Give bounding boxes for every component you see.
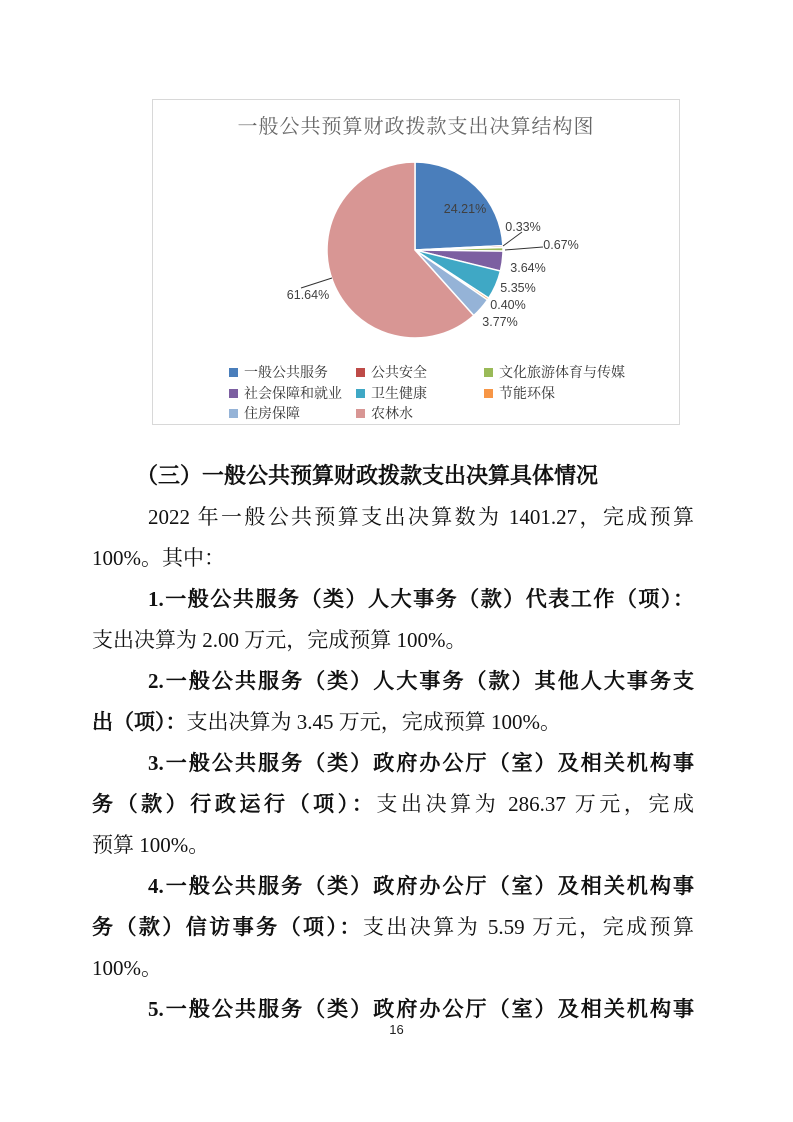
page-number: 16	[389, 1022, 404, 1037]
bold-text: 4.一般公共服务（类）政府办公厅（室）及相关机构事	[148, 874, 694, 898]
leader-line-2	[301, 278, 332, 288]
pie-data-label: 0.40%	[490, 298, 526, 312]
leader-line-0	[503, 232, 522, 246]
legend-label: 一般公共服务	[244, 366, 328, 381]
regular-text: 支出决算为 2.00 万元，完成预算 100%。	[92, 628, 467, 652]
pie-data-label: 3.77%	[482, 315, 518, 329]
text-line	[92, 579, 694, 620]
regular-text: 2022 年一般公共预算支出决算数为 1401.27，完成预算	[148, 505, 694, 529]
regular-text: 支出决算为 286.37 万元，完成	[376, 792, 695, 816]
legend-label: 节能环保	[499, 387, 555, 402]
text-line	[92, 743, 694, 784]
pie-data-label: 3.64%	[510, 261, 546, 275]
text-line	[92, 907, 694, 948]
legend-label: 农林水	[371, 407, 413, 422]
regular-text: 预算 100%。	[92, 833, 210, 857]
pie-data-label: 61.64%	[286, 288, 330, 302]
regular-text: 100%。	[92, 956, 162, 980]
text-line	[92, 784, 694, 825]
text-line	[92, 825, 694, 866]
bold-text: 务（款）行政运行（项）：	[92, 792, 377, 816]
text-line	[92, 661, 694, 702]
legend-label: 卫生健康	[371, 387, 427, 402]
pie-data-label: 0.33%	[505, 220, 541, 234]
text-line	[92, 620, 694, 661]
document-body	[92, 455, 694, 1030]
expenditure-structure-chart	[152, 99, 680, 425]
text-line	[92, 497, 694, 538]
text-line	[92, 538, 694, 579]
section-heading: （三）一般公共预算财政拨款支出决算具体情况	[136, 463, 599, 488]
legend-label: 社会保障和就业	[244, 387, 342, 402]
leader-line-1	[505, 247, 543, 250]
legend-label: 文化旅游体育与传媒	[499, 366, 625, 381]
body-paragraph-lines	[92, 497, 694, 1030]
regular-text: 支出决算为 5.59 万元，完成预算	[362, 915, 695, 939]
bold-text: 2.一般公共服务（类）人大事务（款）其他人大事务支	[148, 669, 694, 693]
regular-text: 100%。其中：	[92, 546, 225, 570]
legend-label: 公共安全	[371, 366, 427, 381]
bold-text: 5.一般公共服务（类）政府办公厅（室）及相关机构事	[148, 997, 694, 1021]
legend-label: 住房保障	[244, 407, 300, 422]
pie-data-label: 24.21%	[443, 202, 487, 216]
text-line	[92, 866, 694, 907]
regular-text: 支出决算为 3.45 万元，完成预算 100%。	[186, 710, 561, 734]
bold-text: 务（款）信访事务（项）：	[92, 915, 363, 939]
pie-data-label: 0.67%	[543, 238, 579, 252]
text-line	[92, 702, 694, 743]
bold-text: 出（项）：	[92, 710, 187, 734]
text-line	[92, 948, 694, 989]
bold-text: 3.一般公共服务（类）政府办公厅（室）及相关机构事	[148, 751, 694, 775]
pie-data-label: 5.35%	[500, 281, 536, 295]
pie-chart	[153, 100, 681, 426]
bold-text: 1.一般公共服务（类）人大事务（款）代表工作（项）：	[148, 587, 694, 611]
chart-title: 一般公共预算财政拨款支出决算结构图	[237, 116, 595, 138]
